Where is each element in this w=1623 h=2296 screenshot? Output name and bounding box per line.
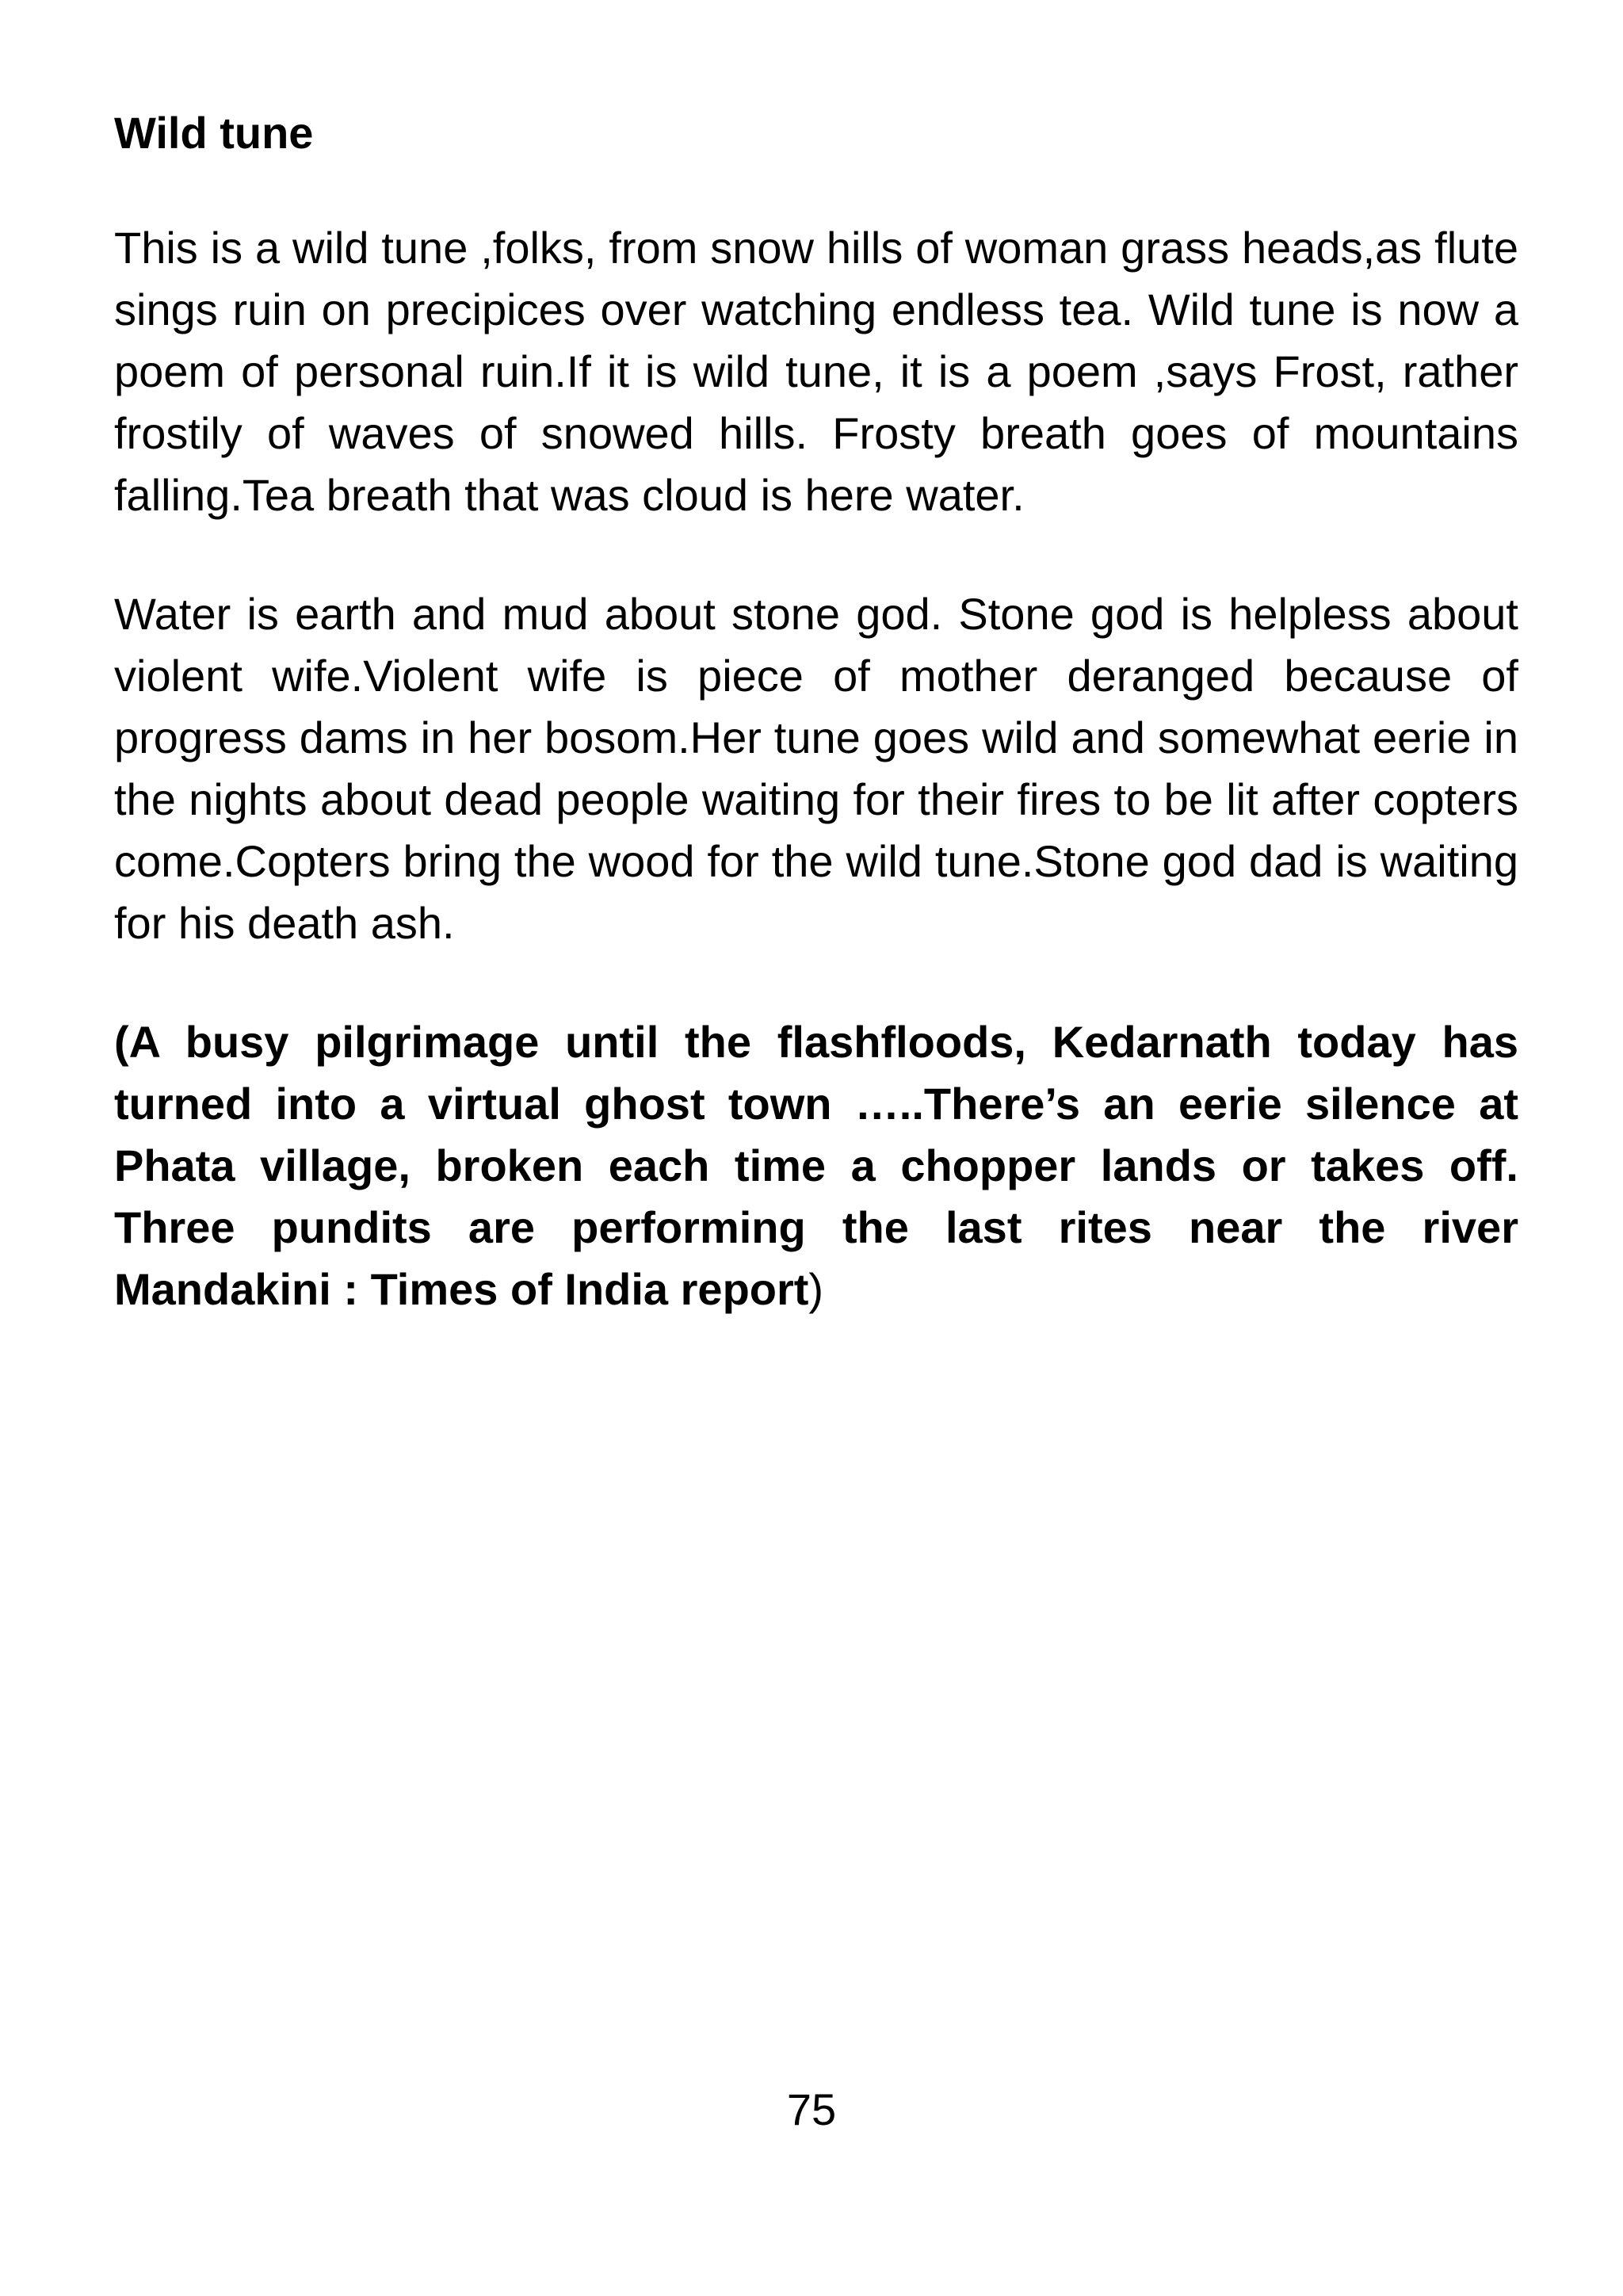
news-quote-paragraph [114,1011,1518,1320]
news-quote-closing-paren: ) [808,1264,824,1314]
news-quote-text: (A busy pilgrimage until the flashfloods, Kedarnath today has turned into a virtual ghost town …..There’s an eerie silence at Phata village, broken each time a chopper lands or takes off. Three pundits are performing the last rites near the river Mandakini : Times of India report [114,1017,1518,1314]
paragraph-1: This is a wild tune ,folks, from snow hills of woman grass heads,as flute sings ruin on precipices over watching endless tea. Wild tune is now a poem of personal ruin.If it is wild tune, it is a poem ,says Frost, rather frostily of waves of snowed hills. Frosty breath goes of mountains falling.Tea breath that was cloud is here water. [114,223,1518,520]
page-title: Wild tune [114,108,314,158]
paragraph-2: Water is earth and mud about stone god. Stone god is helpless about violent wife.Violent wife is piece of mother deranged because of progress dams in her bosom.Her tune goes wild and somewhat eerie in the nights about dead people waiting for their fires to be lit after copters come.Copters bring the wood for the wild tune.Stone god dad is waiting for his death ash. [114,589,1518,948]
page-number: 75 [786,2084,837,2134]
page-content [114,101,1518,1377]
